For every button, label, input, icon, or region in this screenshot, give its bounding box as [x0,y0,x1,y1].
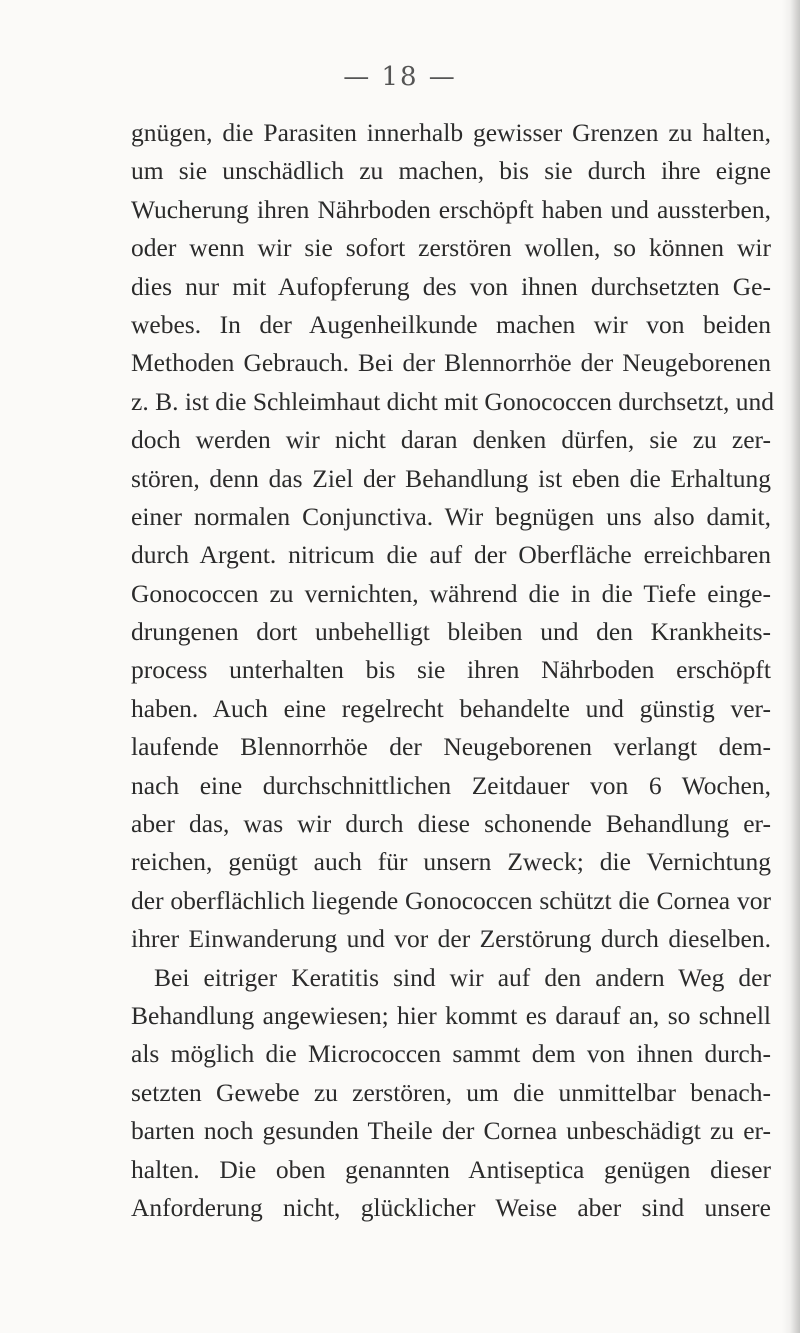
text-line: Gonococcen zu vernichten, während die in die Tiefe einge- [131,578,771,608]
text-line: gnügen, die Parasiten innerhalb gewisser Grenzen zu halten, [131,118,771,147]
text-line: Methoden Gebrauch. Bei der Blennorrhöe der Neugeborenen [131,348,771,378]
text-line: durch Argent. nitricum die auf der Oberfläche erreichbaren [131,540,771,570]
text-line: process unterhalten bis sie ihren Nährboden erschöpft [131,655,771,685]
body-text [131,114,775,1227]
text-line-paragraph-start: Bei eitriger Keratitis sind wir auf den andern Weg der [154,962,771,992]
text-line: webes. In der Augenheilkunde machen wir von beiden [131,309,771,339]
text-line: stören, denn das Ziel der Behandlung ist eben die Erhaltung [131,463,771,493]
text-line: doch werden wir nicht daran denken dürfen, sie zu zer- [131,425,771,455]
text-line: Behandlung angewiesen; hier kommt es darauf an, so schnell [131,1000,771,1030]
text-line: laufende Blennorrhöe der Neugeborenen verlangt dem- [131,732,771,762]
text-line: drungenen dort unbehelligt bleiben und den Krankheits- [131,617,771,647]
page-edge-shadow [782,0,800,1333]
text-line: Wucherung ihren Nährboden erschöpft haben und aussterben, [131,194,771,224]
text-line: oder wenn wir sie sofort zerstören wollen, so können wir [131,233,771,263]
text-line: aber das, was wir durch diese schonende Behandlung er- [131,809,771,839]
text-line: der oberflächlich liegende Gonococcen schützt die Cornea vor [131,885,771,915]
text-line: als möglich die Micrococcen sammt dem von ihnen durch- [131,1039,771,1069]
text-line: halten. Die oben genannten Antiseptica genügen dieser [131,1154,771,1184]
text-line: haben. Auch eine regelrecht behandelte und günstig ver- [131,693,771,723]
text-line: einer normalen Conjunctiva. Wir begnügen uns also damit, [131,501,771,531]
text-line: nach eine durchschnittlichen Zeitdauer von 6 Wochen, [131,770,771,800]
text-line: um sie unschädlich zu machen, bis sie durch ihre eigne [131,156,771,186]
text-line: z. B. ist die Schleimhaut dicht mit Gonococcen durchsetzt, und [131,386,775,416]
text-line: reichen, genügt auch für unsern Zweck; die Vernichtung [131,847,771,877]
text-line: Anforderung nicht, glücklicher Weise aber sind unsere [131,1192,771,1222]
text-line: setzten Gewebe zu zerstören, um die unmittelbar benach- [131,1077,771,1107]
text-line: dies nur mit Aufopferung des von ihnen durchsetzten Ge- [131,271,771,301]
page-number: — 18 — [343,62,457,92]
text-line: barten noch gesunden Theile der Cornea unbeschädigt zu er- [131,1116,771,1146]
text-line: ihrer Einwanderung und vor der Zerstörung durch dieselben. [131,924,771,954]
